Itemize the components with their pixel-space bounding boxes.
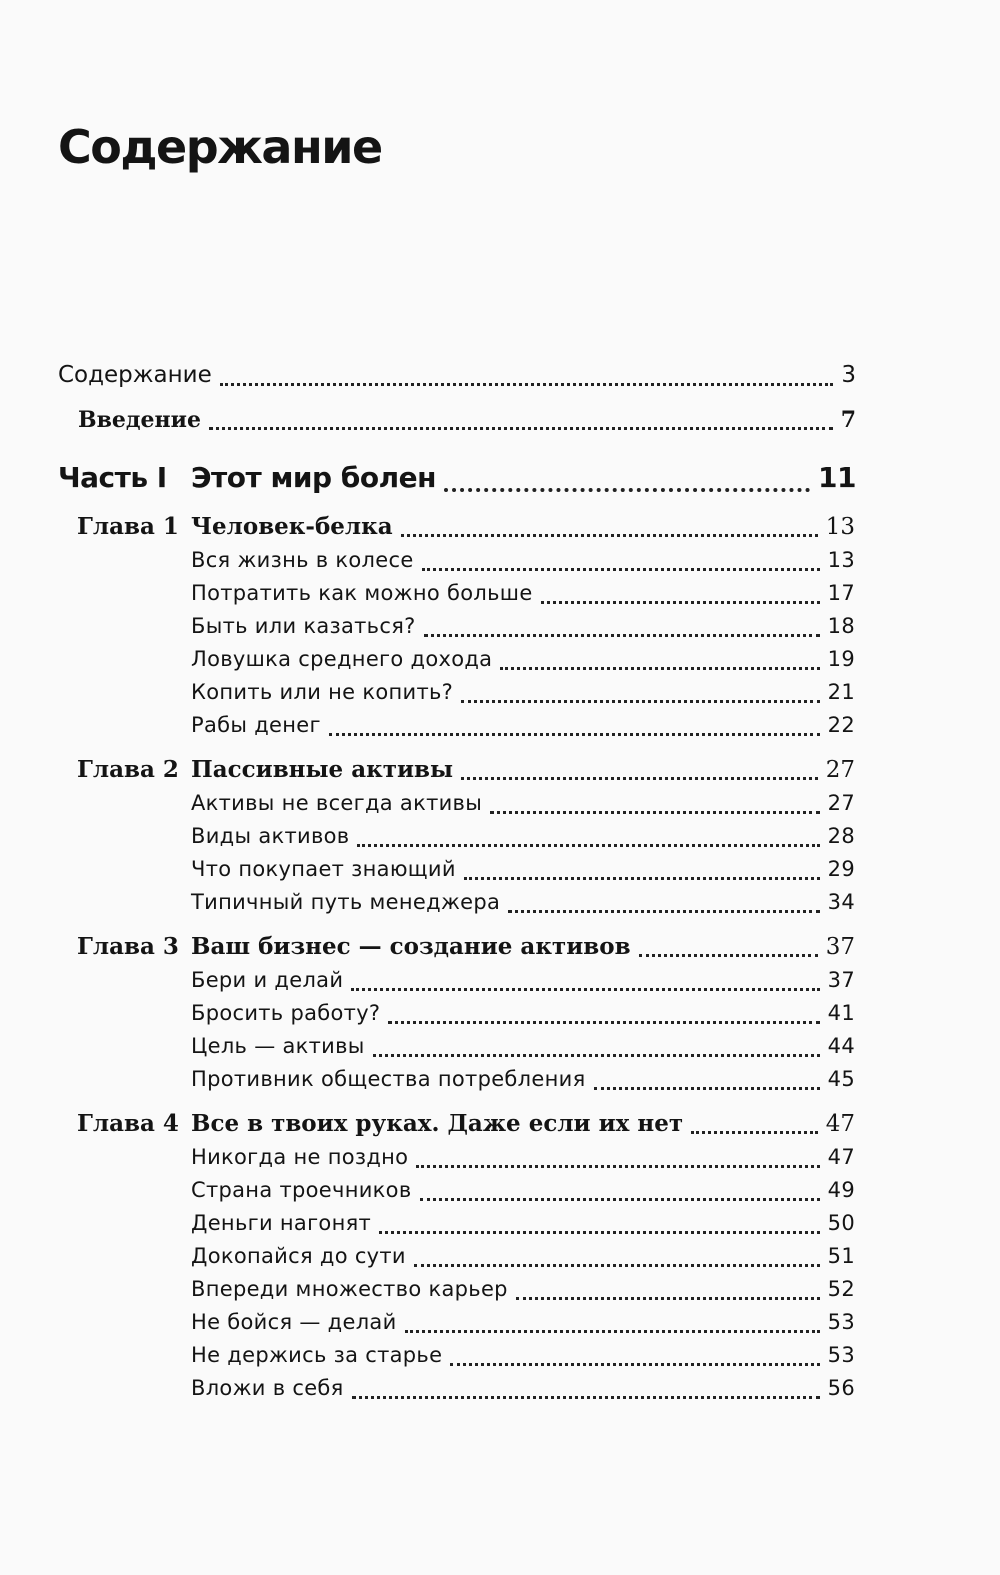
section-title: Докопайся до сути	[191, 1244, 406, 1268]
section-title: Потратить как можно больше	[191, 581, 533, 605]
toc-section[interactable]	[191, 611, 855, 641]
dot-leader	[405, 1330, 820, 1333]
toc-part-1[interactable]	[58, 458, 856, 498]
dot-leader	[352, 1396, 820, 1399]
section-title: Что покупает знающий	[191, 857, 456, 881]
dot-leader	[414, 1264, 820, 1267]
toc-section[interactable]	[191, 1175, 855, 1205]
toc-section[interactable]	[191, 887, 855, 917]
toc-page-number: 7	[840, 407, 856, 433]
toc-entry-introduction[interactable]	[78, 405, 856, 435]
dot-leader	[388, 1021, 819, 1024]
toc-section[interactable]	[191, 1307, 855, 1337]
section-title: Быть или казаться?	[191, 614, 416, 638]
section-page-number: 44	[827, 1034, 855, 1058]
section-title: Вложи в себя	[191, 1376, 344, 1400]
section-page-number: 18	[827, 614, 855, 638]
chapter-page-number: 37	[825, 934, 855, 960]
section-title: Деньги нагонят	[191, 1211, 372, 1235]
section-title: Копить или не копить?	[191, 680, 454, 704]
toc-section[interactable]	[191, 788, 855, 818]
dot-leader	[329, 733, 820, 736]
chapter-title: Пассивные активы	[191, 756, 454, 783]
section-title: Вся жизнь в колесе	[191, 548, 414, 572]
section-title: Виды активов	[191, 824, 350, 848]
section-title: Цель — активы	[191, 1034, 365, 1058]
dot-leader	[379, 1231, 820, 1234]
section-page-number: 28	[827, 824, 855, 848]
section-title: Противник общества потребления	[191, 1067, 586, 1091]
dot-leader	[450, 1363, 819, 1366]
section-page-number: 50	[827, 1211, 855, 1235]
dot-leader	[209, 427, 833, 430]
section-page-number: 53	[827, 1343, 855, 1367]
toc-entry-title: Введение	[78, 407, 201, 433]
part-page-number: 11	[818, 461, 856, 494]
chapter-title: Человек-белка	[191, 513, 393, 540]
section-page-number: 13	[827, 548, 855, 572]
chapter-prefix: Глава 4	[77, 1110, 179, 1137]
dot-leader	[373, 1054, 820, 1057]
section-page-number: 53	[827, 1310, 855, 1334]
section-title: Рабы денег	[191, 713, 321, 737]
section-page-number: 52	[827, 1277, 855, 1301]
toc-section[interactable]	[191, 1274, 855, 1304]
chapter-page-number: 47	[825, 1111, 855, 1137]
dot-leader	[639, 954, 818, 957]
chapter-title: Все в твоих руках. Даже если их нет	[191, 1110, 684, 1137]
section-page-number: 19	[827, 647, 855, 671]
section-page-number: 21	[827, 680, 855, 704]
dot-leader	[691, 1131, 818, 1134]
toc-section[interactable]	[191, 821, 855, 851]
section-page-number: 47	[827, 1145, 855, 1169]
dot-leader	[541, 601, 820, 604]
section-page-number: 56	[827, 1376, 855, 1400]
section-title: Бросить работу?	[191, 1001, 381, 1025]
section-page-number: 45	[827, 1067, 855, 1091]
dot-leader	[508, 910, 819, 913]
toc-section[interactable]	[191, 965, 855, 995]
toc-section[interactable]	[191, 1241, 855, 1271]
toc-section[interactable]	[191, 677, 855, 707]
part-prefix: Часть I	[58, 461, 167, 494]
chapter-prefix: Глава 3	[77, 933, 179, 960]
section-title: Не бойся — делай	[191, 1310, 397, 1334]
dot-leader	[351, 988, 819, 991]
section-title: Страна троечников	[191, 1178, 412, 1202]
toc-chapter-1[interactable]	[77, 512, 855, 542]
section-page-number: 17	[827, 581, 855, 605]
toc-section[interactable]	[191, 1031, 855, 1061]
toc-section[interactable]	[191, 1208, 855, 1238]
section-page-number: 41	[827, 1001, 855, 1025]
toc-section[interactable]	[191, 1340, 855, 1370]
toc-section[interactable]	[191, 998, 855, 1028]
toc-chapter-2[interactable]	[77, 755, 855, 785]
section-page-number: 22	[827, 713, 855, 737]
toc-section[interactable]	[191, 644, 855, 674]
toc-section[interactable]	[191, 1142, 855, 1172]
chapter-page-number: 27	[825, 757, 855, 783]
chapter-title: Ваш бизнес — создание активов	[191, 933, 631, 960]
dot-leader	[420, 1198, 820, 1201]
dot-leader	[516, 1297, 820, 1300]
section-title: Никогда не поздно	[191, 1145, 409, 1169]
chapter-prefix: Глава 1	[77, 513, 179, 540]
section-page-number: 34	[827, 890, 855, 914]
toc-section[interactable]	[191, 1373, 855, 1403]
section-page-number: 51	[827, 1244, 855, 1268]
dot-leader	[594, 1087, 820, 1090]
toc-chapter-3[interactable]	[77, 932, 855, 962]
dot-leader	[490, 811, 820, 814]
toc-section[interactable]	[191, 710, 855, 740]
section-title: Не держись за старье	[191, 1343, 443, 1367]
toc-section[interactable]	[191, 854, 855, 884]
dot-leader	[464, 877, 820, 880]
section-page-number: 29	[827, 857, 855, 881]
chapter-prefix: Глава 2	[77, 756, 179, 783]
section-title: Ловушка среднего дохода	[191, 647, 493, 671]
dot-leader	[422, 568, 820, 571]
toc-section[interactable]	[191, 545, 855, 575]
toc-page-number: 3	[841, 362, 856, 388]
toc-section[interactable]	[191, 578, 855, 608]
dot-leader	[461, 777, 818, 780]
page-title: Содержание	[58, 120, 382, 174]
section-title: Бери и делай	[191, 968, 344, 992]
dot-leader	[357, 844, 819, 847]
dot-leader	[416, 1165, 819, 1168]
section-page-number: 37	[827, 968, 855, 992]
dot-leader	[220, 383, 834, 386]
dot-leader	[444, 488, 810, 492]
section-title: Типичный путь менеджера	[191, 890, 501, 914]
toc-section[interactable]	[191, 1064, 855, 1094]
section-title: Активы не всегда активы	[191, 791, 483, 815]
toc-entry-title: Содержание	[58, 362, 212, 388]
part-title: Этот мир болен	[191, 461, 436, 494]
dot-leader	[461, 700, 820, 703]
dot-leader	[401, 534, 818, 537]
dot-leader	[500, 667, 819, 670]
section-page-number: 27	[827, 791, 855, 815]
dot-leader	[424, 634, 820, 637]
chapter-page-number: 13	[825, 514, 855, 540]
section-title: Впереди множество карьер	[191, 1277, 508, 1301]
toc-entry-contents[interactable]	[58, 360, 856, 390]
section-page-number: 49	[827, 1178, 855, 1202]
toc-chapter-4[interactable]	[77, 1109, 855, 1139]
